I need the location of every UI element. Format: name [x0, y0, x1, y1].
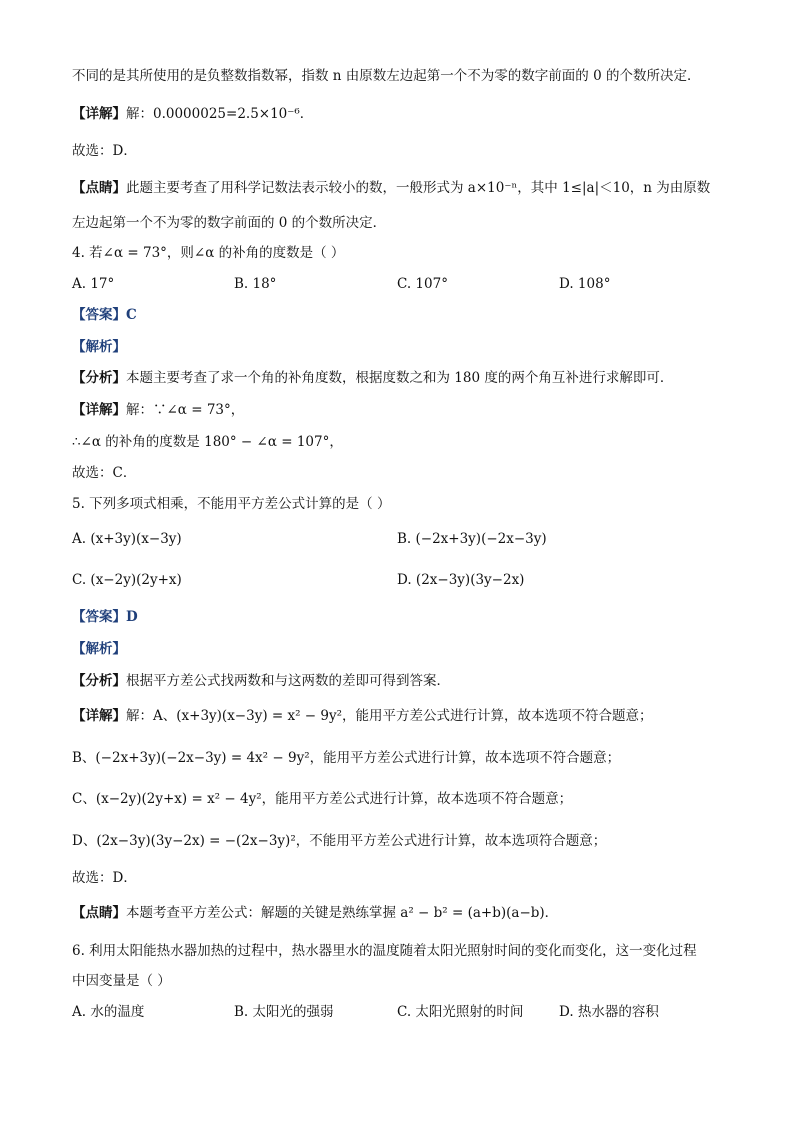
text-line — [72, 671, 450, 691]
text-line — [72, 104, 313, 124]
section-tag: 【点睛】 — [72, 905, 126, 921]
section-tag: 【详解】 — [72, 402, 126, 418]
question-5: 5. 下列多项式相乘，不能用平方差公式计算的是（ ） — [72, 496, 391, 512]
q5-option-b: B. (−2x+3y)(−2x−3y) — [397, 531, 547, 547]
q5-option-d: D. (2x−3y)(3y−2x) — [397, 572, 525, 588]
text-line: C、(x−2y)(2y+x) = x² − 4y²，能用平方差公式进行计算，故本选项不符合题意； — [72, 791, 573, 807]
text-span: 解：A、(x+3y)(x−3y) = x² − 9y²，能用平方差公式进行计算，故本选项不符合题意； — [126, 708, 653, 724]
answer-tag: 【答案】D — [72, 609, 138, 625]
section-tag: 【点睛】 — [72, 180, 126, 196]
text-line: 故选：D． — [72, 870, 137, 886]
text-line — [72, 706, 653, 726]
q4-option-a: A. 17° — [72, 276, 115, 292]
text-line: 不同的是其所使用的是负整数指数幂，指数 n 由原数左边起第一个不为零的数字前面的 0 的个数所决定． — [72, 68, 701, 84]
text-line — [72, 400, 244, 420]
text-span: 本题主要考查了求一个角的补角度数，根据度数之和为 180 度的两个角互补进行求解即可． — [126, 370, 674, 386]
q5-option-c: C. (x−2y)(2y+x) — [72, 572, 182, 588]
question-6-cont: 中因变量是（ ） — [72, 973, 171, 989]
q6-option-d: D. 热水器的容积 — [559, 1004, 659, 1020]
text-line: 故选：C． — [72, 465, 137, 481]
text-span: 根据平方差公式找两数和与这两数的差即可得到答案． — [126, 673, 450, 689]
q4-option-d: D. 108° — [559, 276, 611, 292]
text-span: 解：∵∠α = 73°， — [126, 402, 245, 418]
q4-option-c: C. 107° — [397, 276, 448, 292]
text-line: ∴∠α 的补角的度数是 180° − ∠α = 107°， — [72, 434, 343, 450]
section-tag: 【详解】 — [72, 708, 126, 724]
text-line: 左边起第一个不为零的数字前面的 0 的个数所决定． — [72, 215, 387, 231]
text-line — [72, 178, 710, 198]
q6-option-c: C. 太阳光照射的时间 — [397, 1004, 524, 1020]
section-tag: 【分析】 — [72, 370, 126, 386]
text-line — [72, 903, 558, 923]
text-line: B、(−2x+3y)(−2x−3y) = 4x² − 9y²，能用平方差公式进行计算，故本选项不符合题意； — [72, 750, 621, 766]
answer-tag: 【答案】C — [72, 307, 137, 323]
q4-option-b: B. 18° — [234, 276, 277, 292]
section-tag: 【分析】 — [72, 673, 126, 689]
q6-option-b: B. 太阳光的强弱 — [234, 1004, 334, 1020]
q5-option-a: A. (x+3y)(x−3y) — [72, 531, 182, 547]
section-tag: 【详解】 — [72, 106, 126, 122]
q6-option-a: A. 水的温度 — [72, 1004, 145, 1020]
analysis-tag: 【解析】 — [72, 339, 126, 355]
text-line — [72, 368, 673, 388]
text-line: 故选：D． — [72, 143, 137, 159]
text-span: 此题主要考查了用科学记数法表示较小的数，一般形式为 a×10⁻ⁿ，其中 1≤|a|＜10，n 为由原数 — [126, 180, 711, 196]
question-4: 4. 若∠α = 73°，则∠α 的补角的度数是（ ） — [72, 245, 345, 261]
analysis-tag: 【解析】 — [72, 641, 126, 657]
text-span: 解：0.0000025=2.5×10⁻⁶． — [126, 106, 314, 122]
text-line: D、(2x−3y)(3y−2x) = −(2x−3y)²，不能用平方差公式进行计算，故本选项符合题意； — [72, 833, 607, 849]
question-6: 6. 利用太阳能热水器加热的过程中，热水器里水的温度随着太阳光照射时间的变化而变化，这一变化过程 — [72, 943, 697, 959]
text-span: 本题考查平方差公式：解题的关键是熟练掌握 a² − b² = (a+b)(a−b)． — [126, 905, 559, 921]
